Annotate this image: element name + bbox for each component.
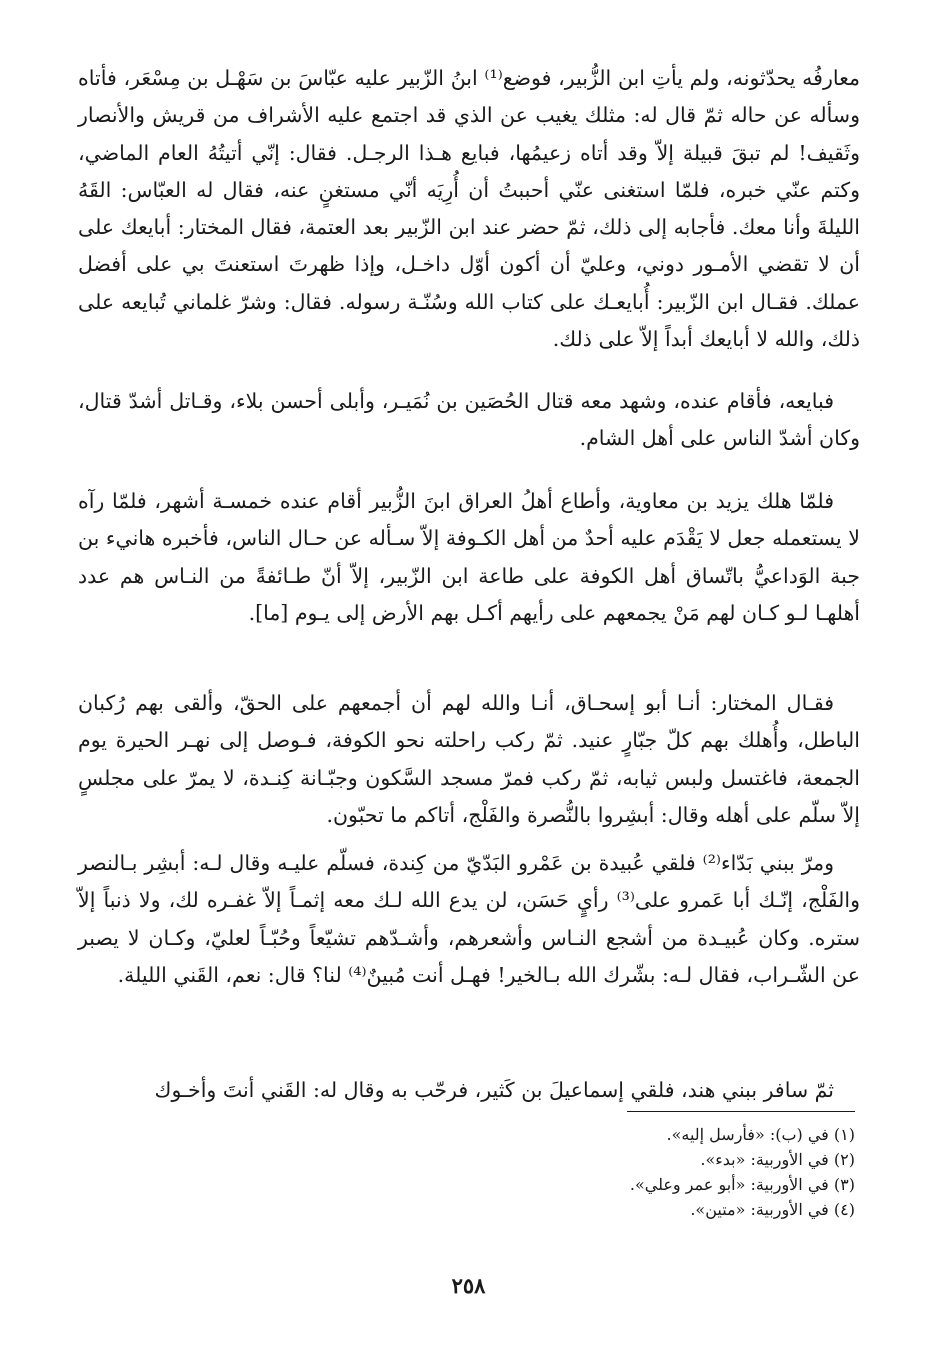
page-number: ٢٥٨ <box>451 1273 486 1298</box>
footnote-divider <box>627 1111 855 1112</box>
paragraph-3: فلمّا هلك يزيد بن معاوية، وأطاع أهلُ العراق ابنَ الزُّبير أقام عنده خمسـة أشهر، فلمّا رآه لا يستعمله جعل لا يَقْدَم عليه أحدٌ من أهل الكـوفة إلاّ سـأله عن حـال الناس، فأخبره هانيء بن جبة الوَداعيُّ باتّساق أهل الكوفة على طاعة ابن الزّبير، إلاّ أنّ طـائفةً من النـاس هم عدد أهلهـا لـو كـان لهم مَنْ يجمعهم على رأيهم أكـل بهم الأرض إلى يـوم [ما]. <box>78 489 860 625</box>
paragraph-5: ومرّ ببني بَدّاء⁽²⁾ فلقي عُبيدة بن عَمْرو البَدّيّ من كِندة، فسلّم عليـه وقال لـه: أبشِر بـالنصر والفَلْج، إنّـك أبا عَمرو على⁽³⁾ رأيٍ حَسَن، لن يدع الله لـك معه إثمـاً إلاّ غفـره لك، ولا ذنباً إلاّ ستره. وكان عُبيـدة من أشجع النـاس وأشعرهم، وأشـدّهم تشيّعاً وحُبّـاً لعليّ، وكـان لا يصبر عن الشّـراب، فقال لـه: بشّرك الله بـالخير! فهـل أنت مُبينٌ⁽⁴⁾ لنا؟ قال: نعم، القَني الليلة. <box>78 851 860 987</box>
footnote-1: (١) في (ب): «فأرسل إليه». <box>666 1125 855 1144</box>
paragraph-6: ثمّ سافر ببني هند، فلقي إسماعيلَ بن كَثير، فرحّب به وقال له: القَني أنتَ وأخـوك <box>154 1078 834 1102</box>
paragraph-4: فقـال المختار: أنـا أبو إسحـاق، أنـا والله لهم أن أجمعهم على الحقّ، وألقى بهم رُكبان الباطل، وأُهلك بهم كلّ جبّارٍ عنيد. ثمّ ركب راحلته نحو الكوفة، فـوصل إلى نهـر الحيرة يوم الجمعة، فاغتسل ولبس ثيابه، ثمّ ركب فمرّ مسجد السَّكون وجبّـانة كِنـدة، لا يمرّ على مجلسٍ إلاّ سلّم على أهله وقال: أبشِروا بالنُّصرة والفَلْج، أتاكم ما تحبّون. <box>78 691 860 827</box>
footnote-2: (٢) في الأوربية: «بدء». <box>700 1150 855 1169</box>
paragraph-2: فبايعه، فأقام عنده، وشهد معه قتال الحُصَين بن نُمَيـر، وأبلى أحسن بلاء، وقـاتل أشدّ قتال، وكان أشدّ الناس على أهل الشام. <box>78 389 860 451</box>
paragraph-1: معارفُه يحدّثونه، ولم يأتِ ابن الزُّبير، فوضع⁽¹⁾ ابنُ الزّبير عليه عبّاسَ بن سَهْـل بن مِسْعَر، فأتاه وسأله عن حاله ثمّ قال له: مثلك يغيب عن الذي قد اجتمع عليه الأشراف من قريش والأنصار وثَقيف! لم تبقَ قبيلة إلاّ وقد أتاه زعيمُها، فبايع هـذا الرجـل. فقال: إنّي أتيتُهُ العام الماضي، وكتم عنّي خبره، فلمّا استغنى عنّي أحببتُ أن أُرِيَه أنّي مستغنٍ عنه، فقال له العبّاس: القَهُ الليلةَ وأنا معك. فأجابه إلى ذلك، ثمّ حضر عند ابن الزّبير بعد العتمة، فقال المختار: أبايعك على أن لا تقضي الأمـور دوني، وعليّ أن أكون أوّل داخـل، وإذا ظهرتَ استعنتَ بي على أفضل عملك. فقـال ابن الزّبير: أُبايعـك على كتاب الله وسُنّـة رسوله. فقال: وشرّ غلماني تُبايعه على ذلك، والله لا أبايعك أبداً إلاّ على ذلك. <box>78 66 860 352</box>
footnote-3: (٣) في الأوربية: «أبو عمر وعلي». <box>629 1175 855 1194</box>
footnote-4: (٤) في الأوربية: «متين». <box>690 1200 855 1219</box>
footnotes <box>495 1122 855 1222</box>
